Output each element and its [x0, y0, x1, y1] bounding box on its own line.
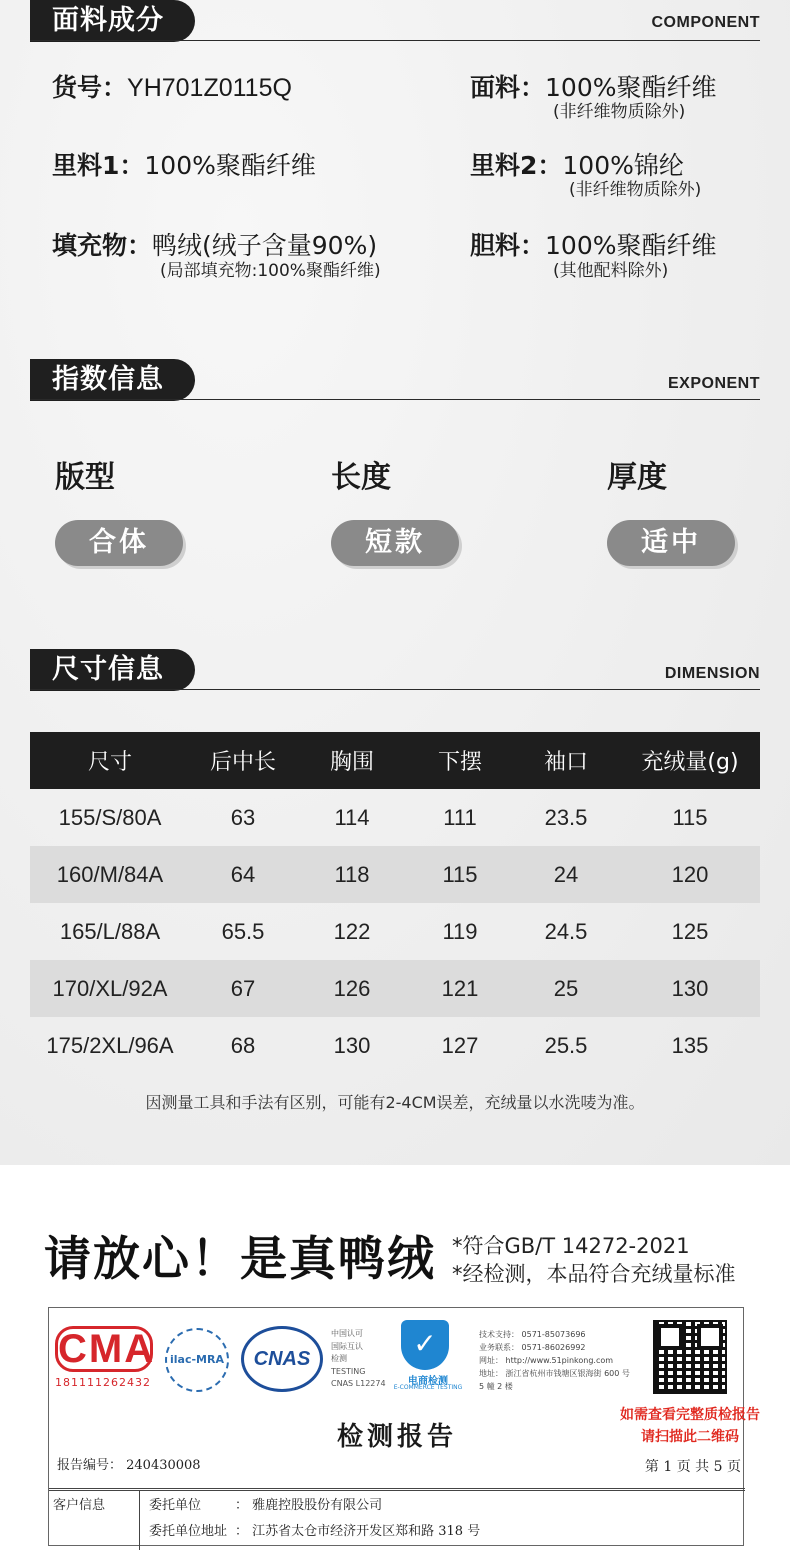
component-section-title: 面料成分 — [30, 0, 195, 42]
exponent-section-title: 指数信息 — [30, 359, 195, 401]
lining2-value: 100%锦纶 — [562, 151, 684, 180]
cnas-line: CNAS L12274 — [331, 1379, 386, 1388]
test-claim: *经检测，本品符合充绒量标准 — [452, 1262, 736, 1286]
cnas-line: 国际互认 — [331, 1341, 363, 1351]
bladder-value: 100%聚酯纤维 — [545, 231, 717, 260]
cell-size: 170/XL/92A — [30, 960, 190, 1017]
cnas-text — [331, 1328, 386, 1391]
contact-line: 5 幢 2 楼 — [479, 1382, 513, 1391]
cell-size: 175/2XL/96A — [46, 1032, 174, 1058]
table-row — [30, 789, 760, 846]
cell-down-fill: 115 — [672, 804, 708, 830]
item-number-label: 货号： — [52, 73, 128, 102]
cell-size: 165/L/88A — [59, 918, 161, 944]
measurement-note: 因测量工具和手法有区别，可能有2-4CM误差，充绒量以水洗唛为准。 — [145, 1093, 645, 1112]
cma-logo-text: CMA — [55, 1326, 153, 1372]
cell-cuff: 24 — [512, 846, 620, 903]
qr-note-line: 如需查看完整质检报告 — [620, 1407, 760, 1423]
cell-back-length: 63 — [230, 804, 256, 830]
cell-down-fill: 120 — [620, 846, 760, 903]
cell-back-length: 64 — [190, 846, 296, 903]
contact-line: 网址： http://www.51pinkong.com — [479, 1356, 614, 1365]
table-row — [30, 846, 760, 903]
cnas-logo: CNAS — [241, 1326, 323, 1392]
cma-logo — [55, 1326, 156, 1389]
cell-cuff: 25.5 — [544, 1032, 588, 1058]
cell-chest: 114 — [334, 804, 370, 830]
ecommerce-badge-sub: E-COMMERCE TESTING — [393, 1384, 463, 1391]
standard-claim: *符合GB/T 14272-2021 — [452, 1234, 690, 1258]
entrust-label: 委托单位 — [149, 1498, 202, 1513]
header-chest: 胸围 — [296, 732, 408, 789]
cell-hem: 111 — [443, 804, 477, 830]
table-row — [30, 960, 760, 1017]
fabric-label: 面料： — [470, 73, 546, 102]
cell-chest: 126 — [296, 960, 408, 1017]
report-divider — [49, 1488, 745, 1489]
ilac-mra-logo: ilac-MRA — [165, 1328, 229, 1392]
lining1-value: 100%聚酯纤维 — [144, 151, 316, 180]
fit-label: 版型 — [55, 460, 115, 495]
lining2-label: 里料2： — [470, 151, 563, 180]
cell-back-length: 67 — [190, 960, 296, 1017]
header-hem: 下摆 — [408, 732, 512, 789]
cell-cuff: 24.5 — [544, 918, 588, 944]
filling-label: 填充物： — [52, 231, 153, 260]
cell-down-fill: 135 — [671, 1032, 709, 1058]
entrust-value: ： 雅鹿控股股份有限公司 — [235, 1498, 383, 1513]
thickness-value-pill: 适中 — [607, 520, 735, 566]
dimension-divider — [30, 689, 760, 690]
cell-hem: 119 — [442, 918, 478, 944]
header-cuff: 袖口 — [512, 732, 620, 789]
cell-cuff: 23.5 — [544, 804, 588, 830]
exponent-divider — [30, 399, 760, 400]
report-title: 检测报告 — [336, 1422, 457, 1452]
ecommerce-badge-label: 电商检测 — [408, 1376, 448, 1387]
cell-hem: 115 — [408, 846, 512, 903]
cell-down-fill: 125 — [671, 918, 709, 944]
length-value-pill: 短款 — [331, 520, 459, 566]
report-divider — [49, 1490, 745, 1491]
component-en-label: COMPONENT — [651, 14, 760, 31]
filling-note: (局部填充物:100%聚酯纤维) — [160, 261, 381, 281]
contact-line: 业务联系： 0571-86026992 — [479, 1343, 586, 1352]
cell-size: 155/S/80A — [58, 804, 162, 830]
qr-code-icon[interactable] — [653, 1320, 727, 1394]
dimension-en-label: DIMENSION — [664, 665, 760, 682]
assurance-title: 请放心！是真鸭绒 — [44, 1232, 436, 1287]
test-report — [48, 1307, 760, 1546]
header-down-fill: 充绒量(g) — [620, 732, 760, 789]
cnas-line: TESTING — [331, 1366, 366, 1376]
shield-check-icon: ✓ — [401, 1320, 449, 1370]
length-label: 长度 — [331, 460, 391, 495]
report-page: 第 1 页 共 5 页 — [644, 1459, 741, 1475]
cell-hem: 127 — [441, 1032, 479, 1058]
cell-down-fill: 130 — [620, 960, 760, 1017]
header-back-length: 后中长 — [190, 732, 296, 789]
lining1-label: 里料1： — [52, 151, 145, 180]
filling-value: 鸭绒(绒子含量90%) — [152, 231, 378, 260]
fabric-note: (非纤维物质除外) — [553, 102, 686, 122]
cma-number: 181111262432 — [55, 1376, 151, 1389]
report-number: 报告编号： 240430008 — [57, 1458, 201, 1473]
cnas-line: 中国认可 — [331, 1329, 363, 1338]
client-info-label: 客户信息 — [53, 1498, 106, 1513]
cell-back-length: 65.5 — [221, 918, 265, 944]
address-value: ： 江苏省太仓市经济开发区郑和路 318 号 — [235, 1524, 481, 1539]
contact-info — [479, 1328, 630, 1393]
cell-chest: 118 — [296, 846, 408, 903]
cell-cuff: 25 — [512, 960, 620, 1017]
report-column-divider — [139, 1490, 140, 1550]
item-number-value: YH701Z0115Q — [127, 74, 292, 102]
header-size: 尺寸 — [30, 732, 190, 789]
address-label: 委托单位地址 — [149, 1524, 228, 1539]
lining2-note: (非纤维物质除外) — [569, 180, 702, 200]
cell-back-length: 68 — [230, 1032, 256, 1058]
qr-note-line: 请扫描此二维码 — [641, 1429, 739, 1445]
cell-chest: 122 — [333, 918, 371, 944]
table-row — [30, 1017, 760, 1074]
bladder-label: 胆料： — [470, 231, 546, 260]
item-number — [52, 68, 292, 104]
cell-chest: 130 — [333, 1032, 371, 1058]
cell-size: 160/M/84A — [30, 846, 190, 903]
exponent-en-label: EXPONENT — [667, 375, 760, 392]
size-table — [30, 732, 760, 1074]
component-divider — [30, 40, 760, 41]
size-table-header — [30, 732, 760, 789]
contact-line: 技术支持： 0571-85073696 — [479, 1330, 586, 1339]
thickness-label: 厚度 — [607, 460, 667, 495]
table-row — [30, 903, 760, 960]
bladder-note: (其他配料除外) — [553, 261, 669, 281]
dimension-section-title: 尺寸信息 — [30, 649, 195, 691]
fabric-value: 100%聚酯纤维 — [545, 73, 717, 102]
contact-line: 地址： 浙江省杭州市钱塘区银海街 600 号 — [479, 1369, 630, 1378]
cnas-line: 检测 — [331, 1354, 347, 1363]
fit-value-pill: 合体 — [55, 520, 183, 566]
lining1 — [52, 146, 316, 182]
cell-hem: 121 — [408, 960, 512, 1017]
